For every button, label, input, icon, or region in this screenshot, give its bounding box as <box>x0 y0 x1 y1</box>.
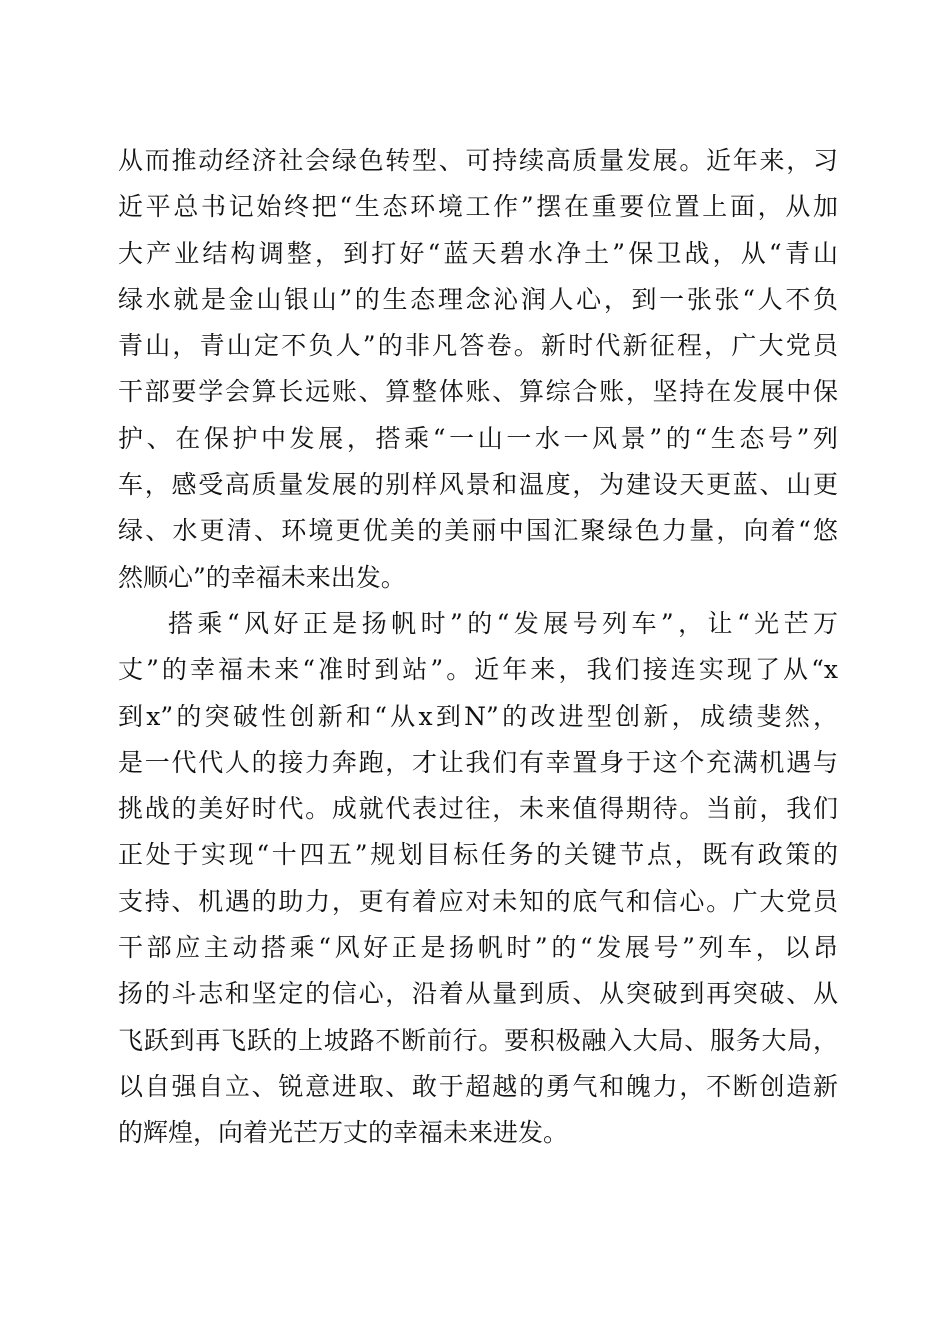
text-line: 从而推动经济社会绿色转型、可持续高质量发展。近年来，习 <box>118 146 838 175</box>
text-line: 近平总书记始终把“生态环境工作”摆在重要位置上面，从加 <box>118 192 838 222</box>
text-line: 的辉煌，向着光芒万丈的幸福未来进发。 <box>118 1118 569 1148</box>
text-line: 搭乘“风好正是扬帆时”的“发展号列车”，让“光芒万 <box>168 608 838 638</box>
text-line: 干部要学会算长远账、算整体账、算综合账，坚持在发展中保 <box>118 377 838 407</box>
text-line: 丈”的幸福未来“准时到站”。近年来，我们接连实现了从“x <box>118 655 838 685</box>
text-line: 大产业结构调整，到打好“蓝天碧水净土”保卫战，从“青山 <box>118 238 838 268</box>
paragraph-2 <box>118 601 838 1157</box>
text-line: 干部应主动搭乘“风好正是扬帆时”的“发展号”列车，以昂 <box>118 933 838 963</box>
text-line: 是一代代人的接力奔跑，才让我们有幸置身于这个充满机遇与 <box>118 747 838 777</box>
text-line: 青山，青山定不负人”的非凡答卷。新时代新征程，广大党员 <box>118 331 838 361</box>
text-line: 正处于实现“十四五”规划目标任务的关键节点，既有政策的 <box>118 840 838 870</box>
text-line: 挑战的美好时代。成就代表过往，未来值得期待。当前，我们 <box>118 794 838 824</box>
text-line: 扬的斗志和坚定的信心，沿着从量到质、从突破到再突破、从 <box>118 979 838 1009</box>
document-body <box>118 138 838 1157</box>
text-line: 绿、水更清、环境更优美的美丽中国汇聚绿色力量，向着“悠 <box>118 516 838 546</box>
text-line: 以自强自立、锐意进取、敢于超越的勇气和魄力，不断创造新 <box>118 1071 838 1101</box>
text-line: 到x”的突破性创新和“从x到N”的改进型创新，成绩斐然， <box>118 701 838 731</box>
text-line: 车，感受高质量发展的别样风景和温度，为建设天更蓝、山更 <box>118 470 838 500</box>
text-line: 护、在保护中发展，搭乘“一山一水一风景”的“生态号”列 <box>118 423 838 453</box>
paragraph-1 <box>118 138 838 601</box>
text-line: 绿水就是金山银山”的生态理念沁润人心，到一张张“人不负 <box>118 284 838 314</box>
text-line: 支持、机遇的助力，更有着应对未知的底气和信心。广大党员 <box>118 886 838 916</box>
text-line: 飞跃到再飞跃的上坡路不断前行。要积极融入大局、服务大局， <box>118 1025 838 1055</box>
text-line: 然顺心”的幸福未来出发。 <box>118 562 406 592</box>
